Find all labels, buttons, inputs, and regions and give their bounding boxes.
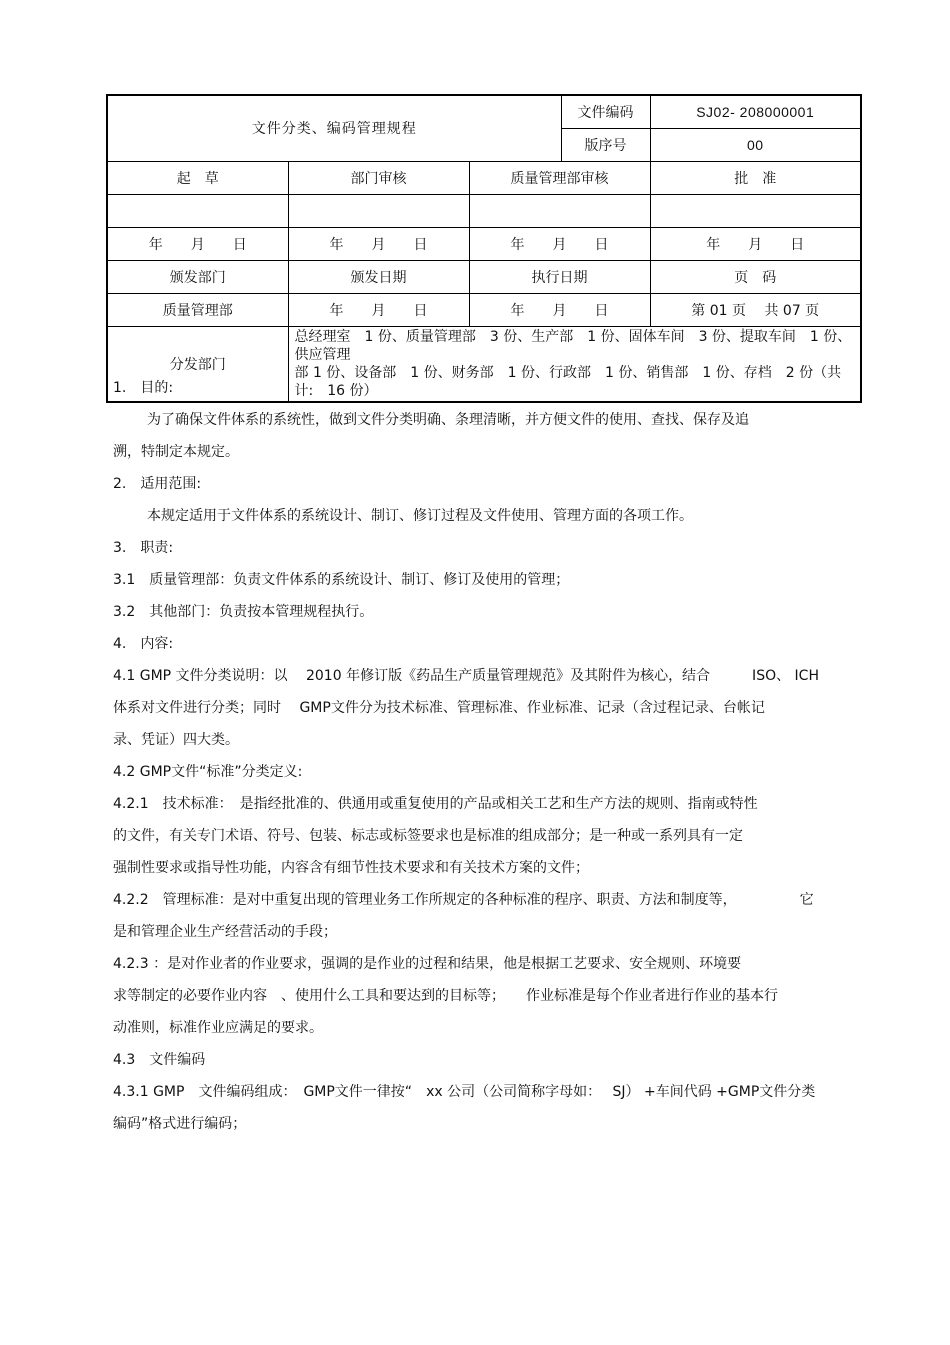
section-heading: 1. 目的: bbox=[113, 380, 174, 396]
paragraph-line: 4.2.3 ：是对作业者的作业要求，强调的是作业的过程和结果，他是根据工艺要求、安全规则、环境要 bbox=[113, 956, 742, 972]
distribution-line-1: 总经理室 1 份、质量管理部 3 份、生产部 1 份、固体车间 3 份、提取车间 1 份、供应管理 bbox=[294, 328, 852, 363]
approve-signature-cell bbox=[650, 194, 861, 227]
paragraph-line: 求等制定的必要作业内容 、使用什么工具和要达到的目标等； 作业标准是每个作业者进行作业的基本行 bbox=[113, 988, 778, 1004]
paragraph-line: 溯，特制定本规定。 bbox=[113, 444, 239, 460]
dept-review-label: 部门审核 bbox=[288, 161, 469, 194]
paragraph-line: 的文件，有关专门术语、符号、包装、标志或标签要求也是标准的组成部分；是一种或一系列具有一定 bbox=[113, 828, 743, 844]
document-title: 文件分类、编码管理规程 bbox=[107, 95, 561, 161]
paragraph-line: 编码”格式进行编码； bbox=[113, 1116, 247, 1132]
issue-date-label: 颁发日期 bbox=[288, 260, 469, 293]
dept-review-signature-cell bbox=[288, 194, 469, 227]
drafter-label: 起 草 bbox=[107, 161, 288, 194]
quality-review-date: 年 月 日 bbox=[469, 227, 650, 260]
version-value: 00 bbox=[650, 128, 861, 161]
paragraph-line: 4.2.1 技术标准： 是指经批准的、供通用或重复使用的产品或相关工艺和生产方法的规则、指南或特性 bbox=[113, 796, 758, 812]
paragraph-line: 为了确保文件体系的系统性，做到文件分类明确、条理清晰，并方便文件的使用、查找、保存及追 bbox=[147, 412, 749, 428]
paragraph-line: 体系对文件进行分类；同时 GMP文件分为技术标准、管理标准、作业标准、记录（含过程记录、台帐记 bbox=[113, 700, 765, 716]
paragraph-line: 4.2.2 管理标准：是对中重复出现的管理业务工作所规定的各种标准的程序、职责、方法和制度等， 它 bbox=[113, 892, 814, 908]
paragraph-line: 本规定适用于文件体系的系统设计、制订、修订过程及文件使用、管理方面的各项工作。 bbox=[147, 508, 693, 524]
paragraph-line: 强制性要求或指导性功能，内容含有细节性技术要求和有关技术方案的文件； bbox=[113, 860, 589, 876]
section-heading: 3. 职责: bbox=[113, 540, 174, 556]
approve-label: 批 准 bbox=[650, 161, 861, 194]
drafter-signature-cell bbox=[107, 194, 288, 227]
distribution-line-2: 部 1 份、设备部 1 份、财务部 1 份、行政部 1 份、销售部 1 份、存档 2 份（共计: 16 份） bbox=[294, 364, 842, 399]
doc-code-label: 文件编码 bbox=[561, 95, 650, 128]
issue-dept-label: 颁发部门 bbox=[107, 260, 288, 293]
version-label: 版序号 bbox=[561, 128, 650, 161]
paragraph-line: 是和管理企业生产经营活动的手段； bbox=[113, 924, 337, 940]
paragraph-line: 3.2 其他部门：负责按本管理规程执行。 bbox=[113, 604, 374, 620]
paragraph-line: 3.1 质量管理部：负责文件体系的系统设计、制订、修订及使用的管理； bbox=[113, 572, 570, 588]
distribution-label: 分发部门 bbox=[107, 326, 288, 402]
page-number-value: 第 01 页 共 07 页 bbox=[650, 293, 861, 326]
effective-date-value: 年 月 日 bbox=[469, 293, 650, 326]
effective-date-label: 执行日期 bbox=[469, 260, 650, 293]
paragraph-line: 4.1 GMP 文件分类说明：以 2010 年修订版《药品生产质量管理规范》及其附件为核心，结合 ISO、 ICH bbox=[113, 668, 819, 684]
approve-date: 年 月 日 bbox=[650, 227, 861, 260]
section-heading: 4.3 文件编码 bbox=[113, 1052, 206, 1068]
section-heading: 4. 内容: bbox=[113, 636, 174, 652]
drafter-date: 年 月 日 bbox=[107, 227, 288, 260]
dept-review-date: 年 月 日 bbox=[288, 227, 469, 260]
doc-code-value: SJ02- 208000001 bbox=[650, 95, 861, 128]
section-heading: 2. 适用范围: bbox=[113, 476, 202, 492]
paragraph-line: 录、凭证）四大类。 bbox=[113, 732, 239, 748]
issue-date-value: 年 月 日 bbox=[288, 293, 469, 326]
section-heading: 4.2 GMP文件“标准”分类定义: bbox=[113, 764, 303, 780]
issue-dept-value: 质量管理部 bbox=[107, 293, 288, 326]
paragraph-line: 4.3.1 GMP 文件编码组成： GMP文件一律按“ xx 公司（公司简称字母如： SJ） +车间代码 +GMP文件分类 bbox=[113, 1084, 816, 1100]
document-header-table bbox=[106, 94, 862, 403]
quality-review-signature-cell bbox=[469, 194, 650, 227]
page-number-label: 页 码 bbox=[650, 260, 861, 293]
document-body bbox=[113, 372, 863, 1140]
quality-review-label: 质量管理部审核 bbox=[469, 161, 650, 194]
paragraph-line: 动准则，标准作业应满足的要求。 bbox=[113, 1020, 323, 1036]
